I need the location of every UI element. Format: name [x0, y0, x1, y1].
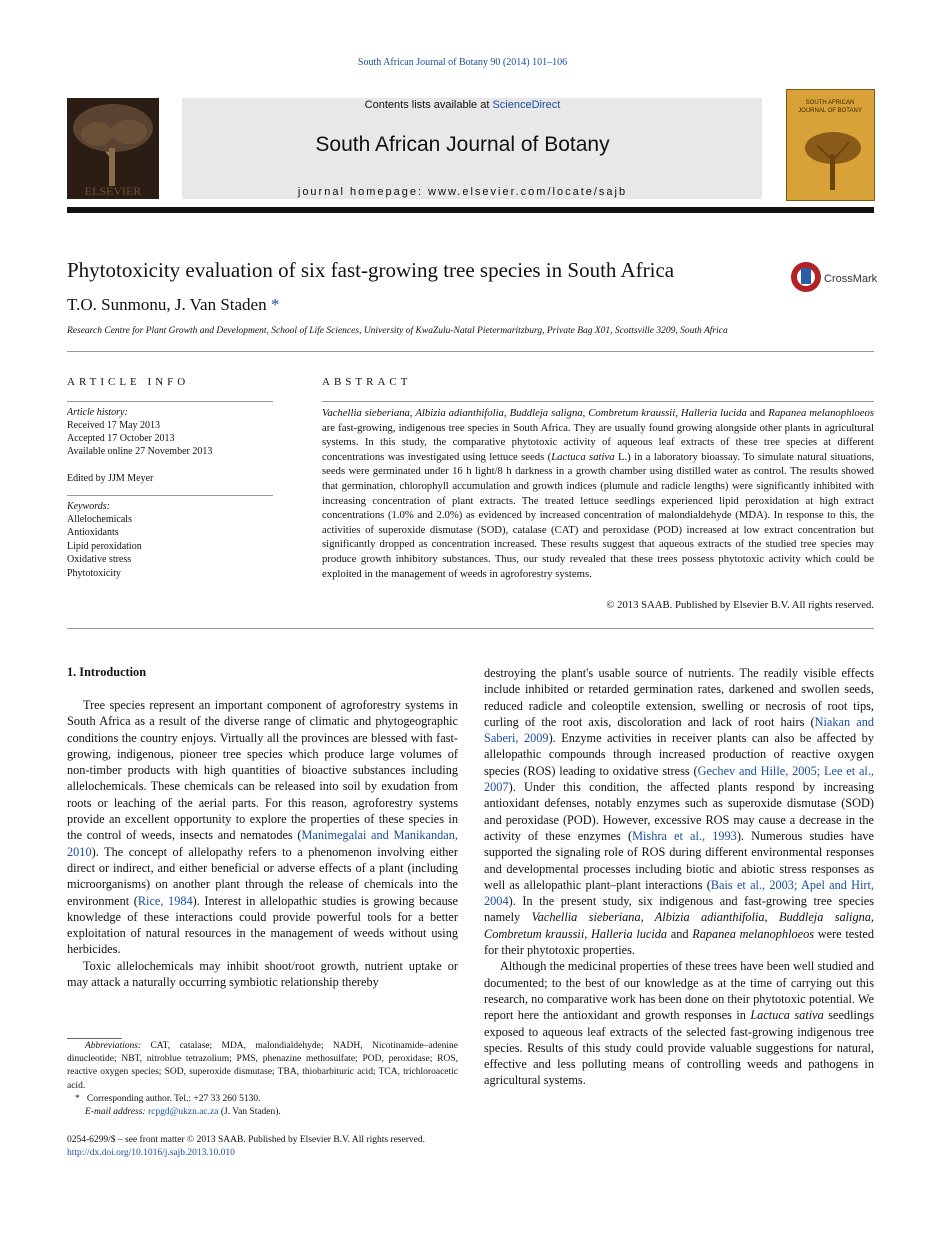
- edited-by: Edited by JJM Meyer: [67, 473, 154, 484]
- doi-link[interactable]: http://dx.doi.org/10.1016/j.sajb.2013.10.010: [67, 1148, 235, 1159]
- history-label: Article history:: [67, 407, 128, 418]
- citation-link[interactable]: Gechev and Hille, 2005; Lee et al., 2007: [484, 763, 874, 795]
- abstract-heading: ABSTRACT: [322, 376, 412, 388]
- email-link[interactable]: rcpgd@ukzn.ac.za: [147, 1107, 219, 1118]
- intro-paragraph-1: Tree species represent an important component of agroforestry systems in South Africa as a result of the diverse range of climatic and phytogeographic conditions the country enjoys. Virtually all the provinces are blessed with fast-growing, indigenous, pioneer tree species which produce large volumes of non-timber products with high quantities of bioactive substances including allelochemicals. These chemicals can be released into soil by exudation from roots or leaching of the aerial parts. For this reason, agroforestry systems provide an excellent opportunity to explore the properties of these species in the control of weeds, insects and nematodes (Manimegalai and Manikandan, 2010). The concept of allelopathy refers to a phenomenon involving either direct or indirect, and either beneficial or adverse effects of a plant (including microorganisms) on another plant through the release of chemicals into the environment (Rice, 1984). Interest in allelopathic studies is growing because knowledge of these interactions could provide powerful tools for a better exploitation of natural resources in the management of weeds without using herbicides.: [67, 698, 458, 957]
- received-date: Received 17 May 2013: [67, 420, 161, 431]
- intro-paragraph-2-cont: destroying the plant's usable source of nutrients. The readily visible effects include inhibited or retarded germination rates, darkened and swollen seeds, reduced radicle and coleoptile extension, swelling or necrosis of root tips, curling of the root axis, discoloration and lack of root hairs (Niakan and Saberi, 2009). Enzyme activities in receiver plants can also be affected by allelopathic compounds through increased production of reactive oxygen species (ROS) leading to oxidative stress (Gechev and Hille, 2005; Lee et al., 2007). Under this condition, the affected plants respond by increasing antioxidant defenses, notably enzymes such as superoxide dismutase (SOD) and peroxidase (POD). However, excessive ROS may cause a decrease in the activity of these enzymes (Mishra et al., 1993). Numerous studies have supported the signaling role of ROS during different environmental responses and developmental processes including biotic and abiotic stress responses as well as allelopathic plant–plant interactions (Bais et al., 2003; Apel and Hirt, 2004). In the present study, six indigenous and fast-growing tree species namely Vachellia sieberiana, Albizia adianthifolia, Buddleja saligna, Combretum kraussii, Halleria lucida and Rapanea melanophloeos were tested for their phytotoxic properties.: [484, 666, 875, 958]
- footnote-rule: [67, 1038, 122, 1039]
- keyword: Phytotoxicity: [67, 568, 121, 579]
- front-matter-notice: 0254-6299/$ – see front matter © 2013 SAAB. Published by Elsevier B.V. All rights reserved.: [67, 1135, 425, 1145]
- abstract-bottom-rule: [67, 628, 874, 629]
- abstract-copyright: © 2013 SAAB. Published by Elsevier B.V. All rights reserved.: [606, 599, 874, 611]
- footnotes: [67, 1040, 458, 1119]
- author-list: T.O. Sunmonu, J. Van Staden *: [67, 295, 280, 314]
- front-matter: [67, 1134, 425, 1161]
- article-title: Phytotoxicity evaluation of six fast-growing tree species in South Africa: [67, 258, 675, 282]
- svg-text:ELSEVIER: ELSEVIER: [84, 184, 142, 198]
- keyword: Lipid peroxidation: [67, 541, 142, 552]
- svg-text:JOURNAL OF BOTANY: JOURNAL OF BOTANY: [798, 108, 862, 114]
- sciencedirect-link[interactable]: ScienceDirect: [492, 99, 561, 111]
- info-rule: [67, 495, 273, 496]
- citation-link[interactable]: Bais et al., 2003; Apel and Hirt, 2004: [484, 877, 875, 909]
- title-rule: [67, 351, 874, 352]
- citation-link[interactable]: Manimegalai and Manikandan, 2010: [67, 828, 458, 859]
- journal-reference-link[interactable]: South African Journal of Botany 90 (2014) 101–106: [357, 57, 568, 68]
- info-rule: [67, 401, 273, 402]
- abstract-rule: [322, 401, 874, 402]
- accepted-date: Accepted 17 October 2013: [67, 433, 175, 444]
- affiliation: Research Centre for Plant Growth and Development, School of Life Sciences, University of KwaZulu-Natal Pietermaritzburg, Private Bag X01, Scottsville 3209, South Africa: [67, 326, 728, 336]
- corresponding-author-footnote: * Corresponding author. Tel.: +27 33 260 5130.: [75, 1093, 261, 1104]
- crossmark-button[interactable]: [790, 260, 880, 296]
- keyword: Antioxidants: [67, 527, 119, 538]
- citation-link[interactable]: Rice, 1984: [137, 893, 193, 908]
- contents-line: Contents lists available at ScienceDirect: [364, 99, 561, 111]
- keywords-label: Keywords:: [67, 501, 110, 512]
- left-column: [67, 697, 458, 990]
- journal-cover-image: [786, 89, 875, 201]
- abbreviations-footnote: Abbreviations: CAT, catalase; MDA, malondialdehyde; NADH, Nicotinamide–adenine dinucleotide; NBT, nitroblue tetrazolium; PMS, phenazine methosulfate; POD, peroxidase; ROS, reactive oxygen species; SOD, superoxide dismutase; TBA, thiobarbituric acid; TCA, trichloroacetic acid.: [67, 1041, 458, 1091]
- citation-link[interactable]: Niakan and Saberi, 2009: [484, 714, 874, 746]
- svg-text:SOUTH AFRICAN: SOUTH AFRICAN: [805, 100, 855, 106]
- right-column: [484, 665, 874, 1089]
- journal-homepage[interactable]: journal homepage: www.elsevier.com/locate/sajb: [297, 186, 628, 198]
- section-heading-introduction: 1. Introduction: [67, 665, 147, 679]
- intro-paragraph-2: Toxic allelochemicals may inhibit shoot/root growth, nutrient uptake or may attack a naturally occurring symbiotic relationship thereby: [67, 958, 458, 990]
- email-footnote: E-mail address: rcpgd@ukzn.ac.za (J. Van Staden).: [85, 1107, 281, 1118]
- intro-paragraph-3: Although the medicinal properties of these trees have been well studied and documented; to the best of our knowledge as at the time of carrying out this research, no comparative work has been done on their phytotoxic potential. We report here the antioxidant and growth responses in Lactuca sativa seedlings exposed to aqueous leaf extracts of the selected fast-growing indigenous tree species. Results of this study could provide valuable suggestions for natural, effective and less polluting means of controlling weeds and pathogens in agricultural systems.: [484, 959, 874, 1088]
- header-rule: [67, 207, 874, 213]
- crossmark-label: CrossMark: [824, 273, 878, 285]
- keyword: Allelochemicals: [67, 514, 132, 525]
- article-info-heading: ARTICLE INFO: [67, 376, 190, 388]
- citation-link[interactable]: Mishra et al., 1993: [632, 828, 737, 843]
- abstract-text: Vachellia sieberiana, Albizia adianthifolia, Buddleja saligna, Combretum kraussii, Halleria lucida and Rapanea melanophloeos are fast-growing, indigenous tree species in South Africa. They are usually found growing alongside other plants in agricultural systems. In this study, the comparative phytotoxic activity of aqueous leaf extracts of these tree species at different concentrations was investigated using lettuce seeds (Lactuca sativa L.) in a laboratory bioassay. To simulate natural situations, seeds were germinated under 16 h light/8 h darkness in a growth chamber using distilled water as control. The results showed that germination, chlorophyll accumulation and growth indices (plumule and radicle lengths) were significantly inhibited with increasing concentration of plant extracts. The treated lettuce seedlings experienced lipid peroxidation at high extract concentrations (1.0% and 2.0%) as evidenced by increased concentration of malondialdehyde (MDA). In response to this, the activities of superoxide dismutase (SOD), catalase (CAT) and peroxidase (POD) increased at low extract concentration but significantly dropped as concentration increased. These results suggest that aqueous extracts of the studied tree species may produce growth inhibitory substances. Thus, our study revealed that these trees possess phytotoxic activity which could be exploited in the management of weeds in agroforestry systems.: [322, 407, 875, 580]
- corresponding-author-mark[interactable]: *: [270, 295, 280, 314]
- journal-title: South African Journal of Botany: [315, 133, 610, 156]
- keyword: Oxidative stress: [67, 554, 132, 565]
- online-date: Available online 27 November 2013: [67, 446, 213, 457]
